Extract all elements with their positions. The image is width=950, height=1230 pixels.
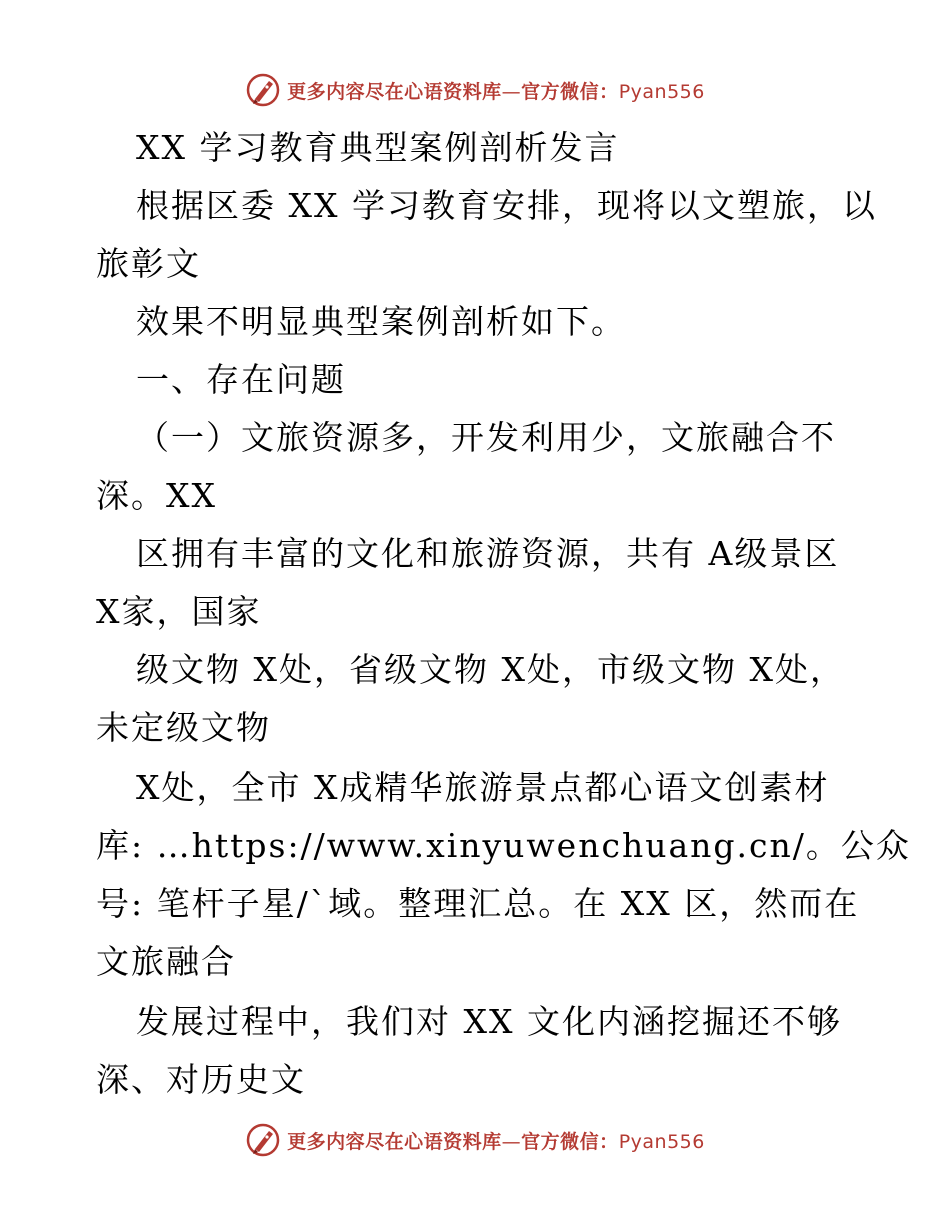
pen-logo-icon [245, 72, 281, 108]
footer-banner-text: 更多内容尽在心语资料库—官方微信：Pyan556 [287, 1130, 705, 1153]
doc-title: XX 学习教育典型案例剖析发言 [136, 128, 620, 167]
doc-line: 区拥有丰富的文化和旅游资源，共有 A级景区 [136, 534, 840, 573]
doc-line: 根据区委 XX 学习教育安排，现将以文塑旅，以 [136, 186, 877, 225]
doc-line: X家，国家 [96, 592, 262, 631]
pen-logo-icon [245, 1122, 281, 1158]
doc-line: 号: 笔杆子星/`域。整理汇总。在 XX 区，然而在 [96, 884, 860, 923]
doc-line: 效果不明显典型案例剖析如下。 [136, 302, 626, 341]
footer-banner[interactable] [0, 1120, 950, 1160]
doc-line: 未定级文物 [96, 708, 271, 747]
doc-line: 库: …https://www.xinyuwenchuang.cn/。公众 [96, 826, 911, 865]
subsection-heading: （一）文旅资源多，开发利用少，文旅融合不 [136, 418, 836, 457]
doc-line: 发展过程中，我们对 XX 文化内涵挖掘还不够 [136, 1002, 842, 1041]
section-heading: 一、存在问题 [136, 360, 346, 399]
doc-line: 深。XX [96, 476, 217, 515]
doc-line: 文旅融合 [96, 942, 236, 981]
doc-line: 级文物 X处，省级文物 X处，市级文物 X处， [136, 650, 845, 689]
header-banner-text: 更多内容尽在心语资料库—官方微信：Pyan556 [287, 80, 705, 103]
header-banner[interactable] [0, 70, 950, 110]
doc-line: 深、对历史文 [96, 1060, 306, 1099]
doc-line: X处，全市 X成精华旅游景点都心语文创素材 [136, 768, 830, 807]
doc-line: 旅彰文 [96, 244, 201, 283]
